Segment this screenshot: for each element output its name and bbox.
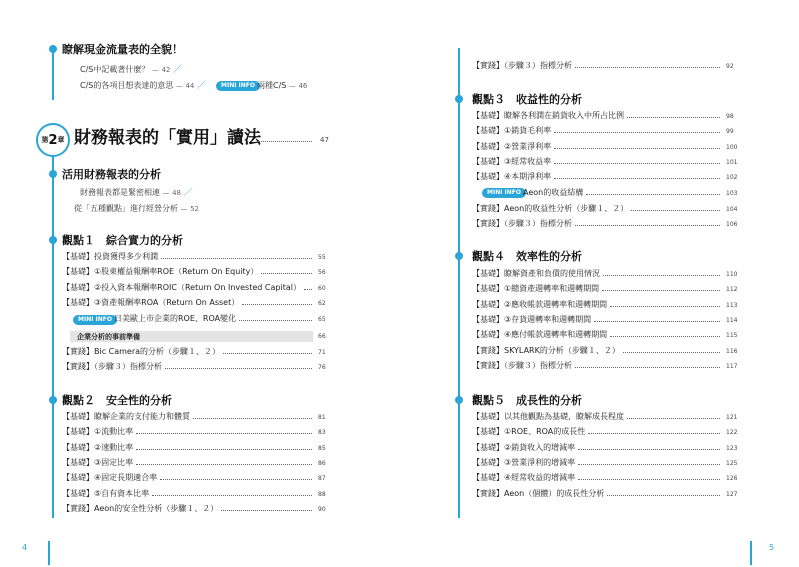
- leader-dots: [575, 67, 720, 68]
- entry-text: 【基礎】⑤自有資本比率: [62, 488, 150, 498]
- entry-page: 88: [318, 490, 326, 498]
- entry-text: 從「五種觀點」進行經營分析: [74, 204, 178, 213]
- entry-page: 100: [726, 143, 738, 151]
- entry-text: 【基礎】③營業淨利的增減率: [472, 457, 576, 467]
- entry-text: 【實踐】（步驟３）指標分析: [472, 219, 572, 229]
- entry-page: 112: [726, 286, 738, 294]
- entry-text: 【基礎】以其他觀點為基礎，瞭解成長程度: [472, 412, 624, 421]
- leader-dots: [578, 479, 720, 480]
- entry-text: 【實踐】（步驟３）指標分析: [472, 360, 572, 370]
- entry-text: 【基礎】①流動比率: [62, 427, 134, 437]
- entry-page: 99: [726, 128, 734, 136]
- entry-page: 110: [726, 271, 738, 278]
- leader-dots: [610, 336, 720, 337]
- entry-page: 60: [318, 284, 326, 292]
- leader-dots: [165, 368, 312, 369]
- leader-dots: [239, 320, 312, 321]
- mini-info-badge: MINI INFO: [482, 188, 526, 198]
- leader-dots: [627, 418, 720, 419]
- toc-entry[interactable]: 從「五種觀點」進行經營分析 — 52: [74, 204, 200, 213]
- entry-text: 【基礎】②應收帳款週轉率和週轉期間: [472, 299, 608, 309]
- entry-page: 126: [726, 475, 738, 483]
- entry-page: 102: [726, 174, 738, 182]
- leader-dots: [631, 210, 720, 211]
- entry-text: 【基礎】②營業淨利率: [472, 141, 552, 151]
- entry-text: 【基礎】③資產報酬率ROA（Return On Asset）: [62, 297, 240, 307]
- entry-page: 55: [318, 254, 326, 261]
- mini-info-badge: MINI INFO: [73, 315, 117, 325]
- entry-page: 48: [172, 189, 182, 197]
- entry-page: 115: [726, 332, 738, 340]
- entry-page: 127: [726, 490, 738, 498]
- entry-text: 【基礎】①總資產週轉率和週轉期間: [472, 284, 600, 294]
- entry-text: 【基礎】③固定比率: [62, 457, 134, 467]
- entry-text: 【基礎】①股東權益報酬率ROE（Return On Equity）: [62, 267, 259, 277]
- leader-dots: [221, 510, 312, 511]
- entry-page: 42: [161, 66, 171, 74]
- leader-dots: [554, 163, 720, 164]
- entry-page: 81: [318, 414, 326, 421]
- timeline-line: [52, 48, 54, 100]
- entry-text: 【基礎】②銷貨收入的增減率: [472, 442, 576, 452]
- entry-page: 104: [726, 206, 738, 213]
- leader-dots: [594, 321, 720, 322]
- leader-dots: [578, 449, 720, 450]
- timeline-dot: [455, 95, 463, 103]
- toc-entry[interactable]: C/S中記載著什麼？ — 42 ／: [80, 65, 182, 75]
- entry-page: 125: [726, 459, 738, 467]
- entry-page: 113: [726, 301, 738, 309]
- section-title: 活用財務報表的分析: [62, 168, 161, 181]
- entry-page: 87: [318, 475, 326, 483]
- section-banner[interactable]: 企業分析的事前準備: [70, 331, 313, 342]
- entry-page: 65: [318, 316, 326, 323]
- chapter-page: 47: [320, 136, 329, 144]
- entry-text: 【基礎】④應付帳款週轉率和週轉期間: [472, 330, 608, 340]
- section-title: 觀點１ 綜合實力的分析: [62, 234, 183, 247]
- leader-dots: [607, 495, 720, 496]
- entry-text: 【基礎】瞭解企業的支付能力和體質: [62, 412, 190, 421]
- toc-entry[interactable]: C/S的各項目想表達的意思 — 44 ／: [80, 81, 206, 91]
- leader-dots: [588, 433, 720, 434]
- entry-page: 117: [726, 362, 738, 370]
- entry-text: 【基礎】①ROE、ROA的成長性: [472, 427, 586, 437]
- timeline-dot: [49, 236, 57, 244]
- leader-dots: [258, 141, 312, 142]
- entry-page: 123: [726, 444, 738, 452]
- section-title: 觀點４ 效率性的分析: [472, 250, 582, 263]
- entry-page: 106: [726, 221, 738, 229]
- page-number: 4: [22, 543, 28, 552]
- slash-icon: ／: [196, 81, 206, 91]
- entry-page: 71: [318, 349, 326, 356]
- entry-text: 【基礎】④固定長期適合率: [62, 473, 158, 483]
- chapter-title: 財務報表的「實用」讀法: [74, 128, 261, 148]
- leader-dots: [193, 418, 312, 419]
- entry-text: 【基礎】③經常收益率: [472, 156, 552, 166]
- leader-dots: [610, 306, 720, 307]
- entry-page: 52: [190, 205, 200, 213]
- leader-dots: [161, 258, 312, 259]
- entry-text: 【基礎】④經常收益的增減率: [472, 473, 576, 483]
- toc-entry[interactable]: 兩種C/S — 46: [257, 81, 308, 90]
- entry-page: 122: [726, 429, 738, 437]
- leader-dots: [136, 449, 312, 450]
- section-title: 觀點３ 收益性的分析: [472, 93, 582, 106]
- entry-page: 101: [726, 158, 738, 166]
- page-edge-bar: [48, 541, 50, 565]
- timeline-line: [458, 48, 460, 518]
- timeline-dot: [455, 396, 463, 404]
- entry-text: Aeon的收益結構: [523, 188, 584, 197]
- leader-dots: [304, 289, 312, 290]
- leader-dots: [152, 495, 312, 496]
- left-page: [0, 0, 399, 567]
- leader-dots: [261, 273, 312, 274]
- entry-text: 【基礎】投資獲得多少利潤: [62, 252, 158, 261]
- page-edge-bar: [750, 541, 752, 565]
- entry-text: 兩種C/S: [257, 81, 287, 90]
- section-title: 觀點２ 安全性的分析: [62, 394, 172, 407]
- leader-dots: [603, 275, 720, 276]
- entry-text: 財務報表都是緊密相連: [80, 188, 160, 197]
- leader-dots: [586, 194, 720, 195]
- leader-dots: [627, 117, 720, 118]
- slash-icon: ／: [183, 188, 193, 198]
- entry-page: 76: [318, 364, 326, 372]
- leader-dots: [578, 464, 720, 465]
- leader-dots: [575, 367, 720, 368]
- leader-dots: [554, 148, 720, 149]
- leader-dots: [623, 352, 720, 353]
- entry-text: 【基礎】②速動比率: [62, 442, 134, 452]
- entry-text: 【基礎】瞭解資產和負債的使用情況: [472, 269, 600, 278]
- entry-page: 66: [318, 333, 326, 340]
- entry-text: 【基礎】瞭解各利潤在銷貨收入中所占比例: [472, 111, 624, 120]
- entry-page: 92: [726, 63, 734, 70]
- entry-page: 114: [726, 316, 738, 324]
- leader-dots: [575, 225, 720, 226]
- page-number: 5: [769, 543, 775, 552]
- leader-dots: [223, 353, 312, 354]
- entry-page: 116: [726, 347, 738, 355]
- entry-page: 85: [318, 444, 326, 452]
- entry-text: C/S的各項目想表達的意思: [80, 81, 174, 90]
- toc-entry[interactable]: 財務報表都是緊密相連 — 48 ／: [80, 188, 193, 198]
- chapter-badge: 第 2 章: [36, 123, 70, 157]
- leader-dots: [160, 479, 312, 480]
- entry-page: 46: [298, 82, 308, 90]
- entry-page: 56: [318, 269, 326, 277]
- entry-text: 【基礎】④本期淨利率: [472, 172, 552, 182]
- entry-text: 【實踐】Aeon的收益性分析（步驟１、２）: [472, 204, 629, 213]
- right-page: [400, 0, 799, 567]
- entry-page: 83: [318, 429, 326, 437]
- entry-page: 62: [318, 299, 326, 307]
- entry-page: 44: [185, 82, 195, 90]
- entry-page: 98: [726, 113, 734, 120]
- slash-icon: ／: [172, 65, 182, 75]
- timeline-dot: [49, 170, 57, 178]
- leader-dots: [136, 464, 312, 465]
- leader-dots: [602, 290, 720, 291]
- entry-text: 【基礎】②投入資本報酬率ROIC（Return On Invested Capital）: [62, 282, 301, 292]
- leader-dots: [136, 433, 312, 434]
- timeline-line: [52, 152, 54, 518]
- timeline-dot: [49, 45, 57, 53]
- entry-text: 【實踐】（步驟３）指標分析: [62, 362, 162, 372]
- entry-page: 121: [726, 414, 738, 421]
- leader-dots: [242, 304, 312, 305]
- entry-page: 86: [318, 459, 326, 467]
- section-title: 瞭解現金流量表的全貌！: [62, 43, 183, 56]
- entry-text: C/S中記載著什麼？: [80, 65, 150, 74]
- timeline-dot: [49, 396, 57, 404]
- entry-text: 【實踐】Aeon（個體）的成長性分析: [472, 488, 605, 498]
- entry-text: 日美歐上市企業的ROE、ROA變化: [114, 314, 237, 323]
- entry-text: 【實踐】Bic Camera的分析（步驟１、２）: [62, 347, 221, 356]
- entry-text: 【實踐】（步驟３）指標分析: [472, 61, 572, 70]
- entry-text: 【實踐】Aeon的安全性分析（步驟１、２）: [62, 503, 219, 513]
- timeline-dot: [455, 252, 463, 260]
- entry-text: 【基礎】③存貨週轉率和週轉期間: [472, 314, 592, 324]
- leader-dots: [554, 132, 720, 133]
- entry-text: 【實踐】SKYLARK的分析（步驟１、２）: [472, 345, 620, 355]
- section-title: 觀點５ 成長性的分析: [472, 394, 582, 407]
- entry-page: 90: [318, 505, 326, 513]
- leader-dots: [554, 178, 720, 179]
- entry-page: 103: [726, 190, 738, 197]
- mini-info-badge: MINI INFO: [216, 81, 260, 91]
- entry-text: 【基礎】①銷貨毛利率: [472, 126, 552, 136]
